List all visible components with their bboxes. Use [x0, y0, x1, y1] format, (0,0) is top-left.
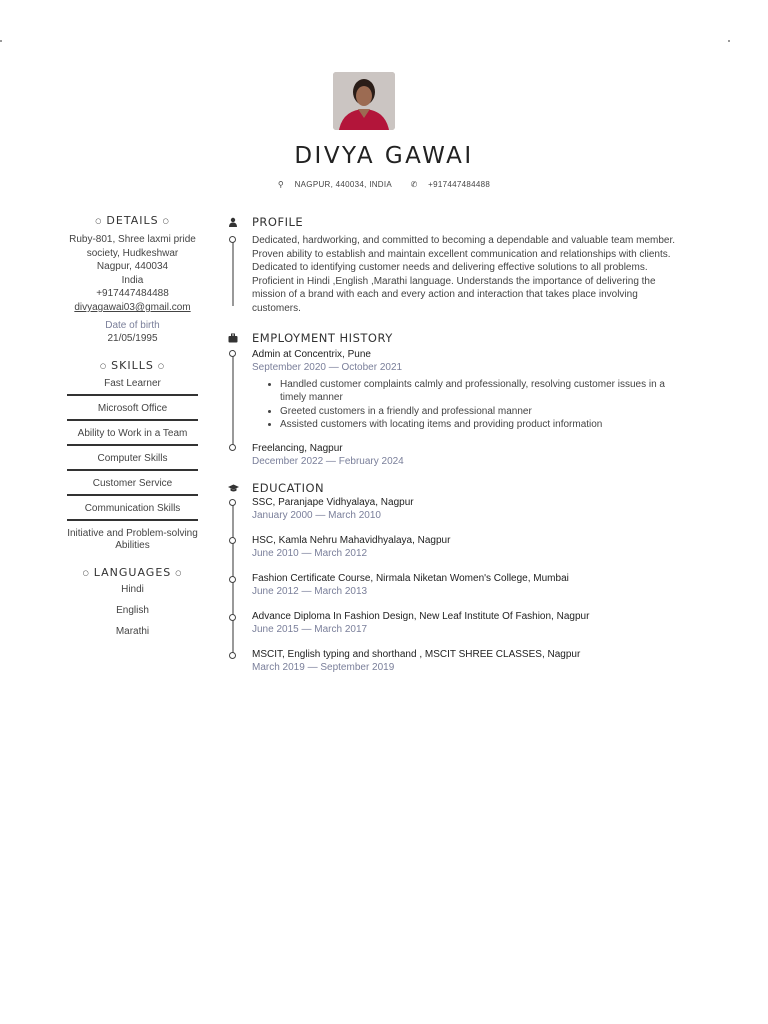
skill-item: Fast Learner: [67, 375, 198, 396]
education-dates: June 2010 — March 2012: [252, 547, 368, 559]
timeline-node: [229, 614, 236, 621]
phone-icon: ✆: [410, 180, 418, 189]
skill-item: Computer Skills: [67, 446, 198, 471]
contact-line: [0, 180, 768, 189]
profile-photo: [333, 72, 395, 130]
phone-number: +917447484488: [96, 288, 169, 300]
circle-icon: ○: [100, 361, 108, 370]
profile-section: [228, 214, 688, 316]
scan-mark: [0, 40, 2, 42]
email-link[interactable]: divyagawai03@gmail.com: [74, 301, 191, 313]
right-column: [228, 214, 688, 674]
education-title: Fashion Certificate Course, Nirmala Niketan Women's College, Mumbai: [252, 572, 569, 584]
job-bullets: [252, 378, 688, 432]
education-title: MSCIT, English typing and shorthand , MSCIT SHREE CLASSES, Nagpur: [252, 648, 581, 660]
bullet-item: • Assisted customers with locating items and providing product information: [280, 418, 688, 432]
education-heading: EDUCATION: [252, 480, 325, 495]
location-pin-icon: ⚲: [277, 180, 285, 189]
timeline-node: [229, 236, 236, 243]
education-title: Advance Diploma In Fashion Design, New Leaf Institute Of Fashion, Nagpur: [252, 610, 590, 622]
graduation-cap-icon: [228, 483, 238, 493]
phone-text: +917447484488: [428, 180, 491, 189]
job-title: Admin at Concentrix, Pune: [252, 348, 371, 360]
timeline-node: [229, 576, 236, 583]
language-item: Hindi: [121, 583, 144, 595]
skills-heading: ○ SKILLS ○: [100, 358, 165, 372]
bullet-item: • Greeted customers in a friendly and professional manner: [280, 405, 688, 419]
employment-heading: EMPLOYMENT HISTORY: [252, 330, 393, 345]
timeline-line: [232, 350, 234, 450]
language-item: Marathi: [115, 625, 150, 637]
education-dates: January 2000 — March 2010: [252, 509, 381, 521]
education-title: HSC, Kamla Nehru Mahavidhyalaya, Nagpur: [252, 534, 451, 546]
languages-heading: ○ LANGUAGES ○: [82, 565, 183, 579]
details-heading: ○ DETAILS ○: [95, 214, 170, 227]
dob-label: Date of birth: [105, 319, 160, 331]
location-text: NAGPUR, 440034, INDIA: [294, 180, 393, 189]
circle-icon: ○: [157, 361, 165, 370]
timeline-node: [229, 652, 236, 659]
timeline-line: [232, 238, 234, 306]
skill-item: Customer Service: [67, 471, 198, 496]
timeline-node: [229, 350, 236, 357]
profile-text: Dedicated, hardworking, and committed to becoming a dependable and valuable team member. Proven ability to establish and maintain excellent communication and relationships with clients. Dedicated to identifying customer needs and delivering effective solutions to all problems. Proficient in Hindi ,English ,Marathi language. Understands the importance of delivering the mission of a brand with each and every action and interaction that takes place involving customers.: [252, 235, 676, 314]
circle-icon: ○: [95, 217, 103, 225]
employment-section: [228, 330, 688, 468]
timeline-node: [229, 444, 236, 451]
skill-item: Microsoft Office: [67, 396, 198, 421]
education-dates: March 2019 — September 2019: [252, 661, 395, 673]
bullet-item: • Handled customer complaints calmly and professionally, resolving customer issues in a timely manner: [280, 378, 688, 405]
address-line: India: [121, 274, 144, 286]
education-title: SSC, Paranjape Vidhyalaya, Nagpur: [252, 496, 414, 508]
education-entry: [252, 496, 688, 522]
briefcase-icon: [228, 333, 238, 343]
education-entry: [252, 534, 688, 560]
skill-item: Initiative and Problem-solving Abilities: [67, 527, 198, 551]
job-entry: [252, 442, 688, 468]
address-line: society, Hudkeshwar: [86, 247, 179, 259]
skill-item: Communication Skills: [67, 496, 198, 521]
education-dates: June 2012 — March 2013: [252, 585, 368, 597]
person-icon: [228, 217, 238, 227]
timeline-node: [229, 537, 236, 544]
education-dates: June 2015 — March 2017: [252, 623, 368, 635]
education-section: [228, 480, 688, 674]
profile-heading: PROFILE: [252, 215, 304, 229]
education-entry: [252, 572, 688, 598]
language-item: English: [116, 604, 149, 616]
address-line: Nagpur, 440034: [96, 261, 169, 273]
timeline-node: [229, 499, 236, 506]
circle-icon: ○: [175, 568, 183, 577]
education-entry: [252, 610, 688, 636]
candidate-name: DIVYA GAWAI: [294, 143, 474, 169]
dob-value: 21/05/1995: [107, 333, 158, 345]
job-dates: September 2020 — October 2021: [252, 361, 403, 373]
left-column: [55, 214, 210, 642]
job-entry: [252, 348, 688, 432]
job-dates: December 2022 — February 2024: [252, 455, 404, 467]
circle-icon: ○: [82, 568, 90, 577]
education-entry: [252, 648, 688, 674]
skill-item: Ability to Work in a Team: [67, 421, 198, 446]
job-title: Freelancing, Nagpur: [252, 442, 343, 454]
address-line: Ruby-801, Shree laxmi pride: [69, 234, 196, 245]
circle-icon: ○: [162, 217, 170, 225]
scan-mark: [728, 40, 730, 42]
